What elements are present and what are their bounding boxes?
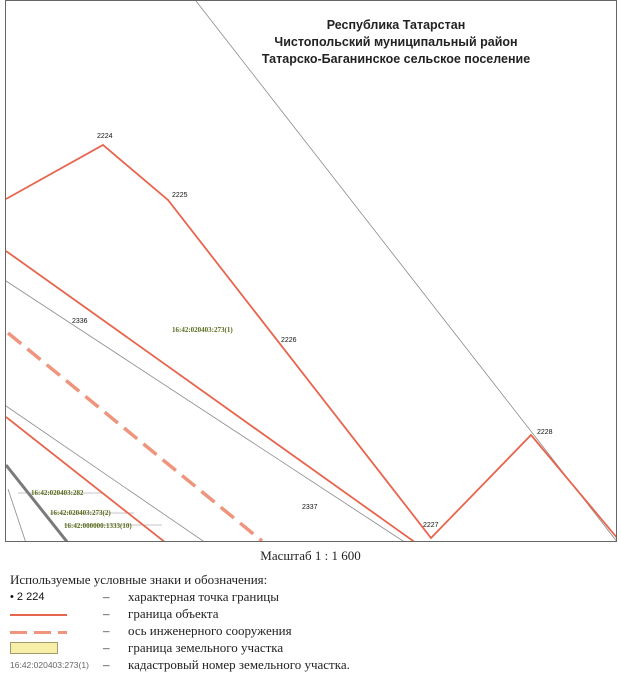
parcel-boundary-line — [8, 489, 26, 542]
point-label: 2226 — [281, 337, 297, 344]
engineering-axis-line — [8, 333, 262, 541]
map-title-settlement: Татарско-Баганинское сельское поселение — [261, 52, 531, 66]
legend-text: граница земельного участка — [128, 640, 284, 655]
cadastral-number-symbol: 16:42:020403:273(1) — [10, 660, 89, 670]
legend-text: кадастровый номер земельного участка. — [128, 657, 350, 672]
map-area — [5, 0, 617, 542]
legend-item-engineering-axis — [10, 623, 610, 640]
point-label: 2228 — [537, 429, 553, 436]
map-title-district: Чистопольский муниципальный район — [274, 35, 518, 49]
parcel-boundary-line — [6, 465, 68, 542]
legend-text: характерная точка границы — [128, 589, 279, 604]
cadastral-number-label: 16:42:020403:273(2) — [50, 509, 111, 517]
legend-text: граница объекта — [128, 606, 219, 621]
parcel-boundary-line — [196, 1, 617, 542]
legend-dash: – — [103, 640, 110, 655]
point-label: 2336 — [72, 318, 88, 325]
legend-dash: – — [103, 589, 110, 604]
legend-item-boundary-point — [10, 589, 610, 606]
point-label: 2337 — [302, 504, 318, 511]
legend-item-parcel-boundary — [10, 640, 610, 657]
legend-dash: – — [103, 606, 110, 621]
point-label: 2225 — [172, 192, 188, 199]
map-title-republic: Республика Татарстан — [326, 18, 466, 32]
point-label: 2227 — [423, 522, 439, 529]
cadastral-number-label: 16:42:020403:273(1) — [172, 326, 233, 334]
point-label: 2224 — [97, 133, 113, 140]
object-boundary-symbol — [10, 606, 70, 623]
parcel-boundary-line — [6, 281, 406, 542]
legend-title: Используемые условные знаки и обозначения: — [10, 572, 268, 587]
legend-dash: – — [103, 657, 110, 672]
parcel-boundary-symbol — [10, 640, 70, 657]
legend-dash: – — [103, 623, 110, 638]
legend-item-cadastral-number — [10, 657, 610, 674]
cadastral-number-label: 16:42:020403:282 — [31, 489, 84, 497]
scale-label: Масштаб 1 : 1 600 — [260, 548, 361, 563]
cadastral-map — [6, 1, 617, 542]
cadastral-number-label: 16:42:000000:1333(10) — [64, 522, 132, 530]
legend-item-object-boundary — [10, 606, 610, 623]
boundary-point-symbol: • 2 224 — [10, 591, 45, 603]
legend-text: ось инженерного сооружения — [128, 623, 292, 638]
engineering-axis-symbol — [10, 623, 70, 640]
object-boundary-line — [6, 145, 617, 539]
